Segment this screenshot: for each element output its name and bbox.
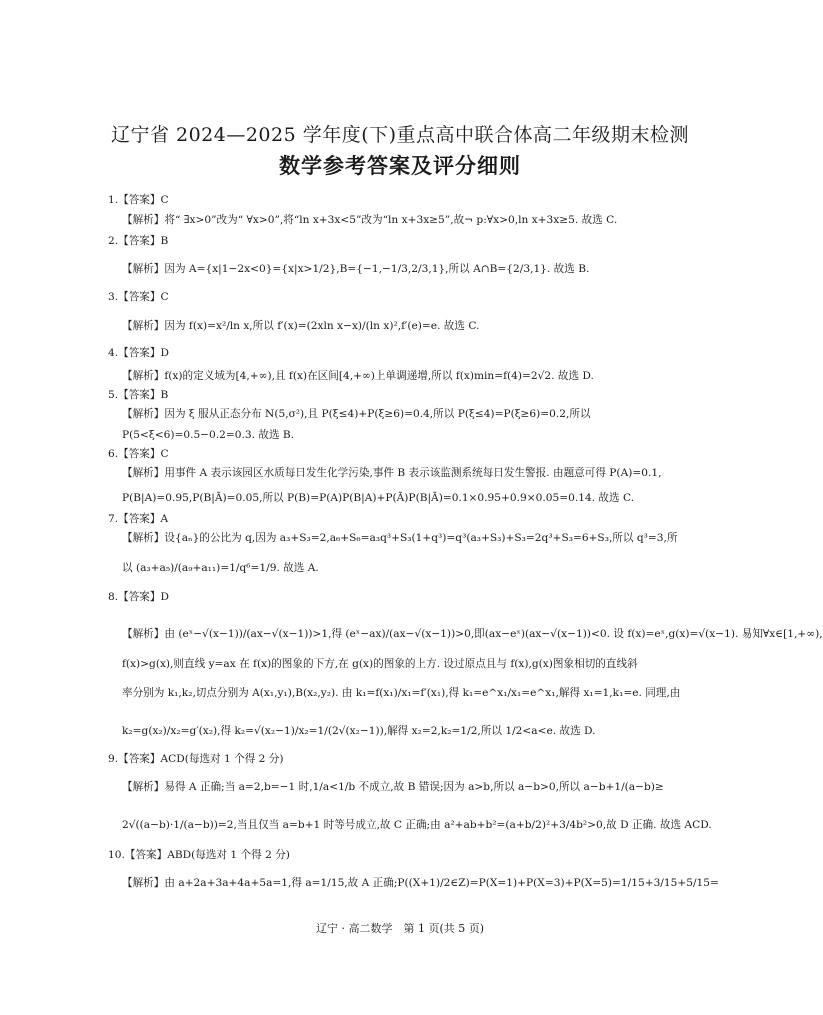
explanation-line: 【解析】由 (eˣ−√(x−1))/(ax−√(x−1))>1,得 (eˣ−ax)/(ax−√(x−1))>0,即(ax−eˣ)(ax−√(x−1))<0. 设 f(x)=eˣ,g(x)=√(x−1). 易知∀x∈[1,+∞),	[122, 628, 823, 640]
answer-line: 2.【答案】B	[108, 235, 169, 247]
answer-line: 1.【答案】C	[108, 194, 169, 206]
answer-line: 6.【答案】C	[108, 448, 169, 460]
explanation-line: 【解析】因为 ξ 服从正态分布 N(5,σ²),且 P(ξ≤4)+P(ξ≥6)=0.4,所以 P(ξ≤4)=P(ξ≥6)=0.2,所以	[122, 408, 591, 420]
explanation-line: 【解析】因为 A={x|1−2x<0}={x|x>1/2},B={−1,−1/3,2/3,1},所以 A∩B={2/3,1}. 故选 B.	[122, 263, 590, 275]
explanation-line: f(x)>g(x),则直线 y=ax 在 f(x)的图象的下方,在 g(x)的图象的上方. 设过原点且与 f(x),g(x)图象相切的直线斜	[122, 658, 638, 670]
explanation-line: 【解析】设{aₙ}的公比为 q,因为 a₃+S₃=2,a₆+S₆=a₃q³+S₃(1+q³)=q³(a₃+S₃)+S₃=2q³+S₃=6+S₃,所以 q³=3,所	[122, 532, 678, 544]
answer-line: 10.【答案】ABD(每选对 1 个得 2 分)	[108, 849, 290, 861]
explanation-line: 【解析】f(x)的定义域为[4,+∞),且 f(x)在区间[4,+∞)上单调递增,所以 f(x)min=f(4)=2√2. 故选 D.	[122, 370, 594, 382]
answer-line: 8.【答案】D	[108, 591, 169, 603]
answer-line: 3.【答案】C	[108, 291, 169, 303]
explanation-line: 【解析】易得 A 正确;当 a=2,b=−1 时,1/a<1/b 不成立,故 B 错误;因为 a>b,所以 a−b>0,所以 a−b+1/(a−b)≥	[122, 781, 664, 793]
explanation-line: 2√((a−b)·1/(a−b))=2,当且仅当 a=b+1 时等号成立,故 C 正确;由 a²+ab+b²=(a+b/2)²+3/4b²>0,故 D 正确. 故选 ACD.	[122, 819, 712, 831]
explanation-line: 【解析】将“ ∃x>0”改为“ ∀x>0”,将“ln x+3x<5”改为“ln x+3x≥5”,故¬ p:∀x>0,ln x+3x≥5. 故选 C.	[122, 214, 618, 226]
explanation-line: 【解析】用事件 A 表示该园区水质每日发生化学污染,事件 B 表示该监测系统每日发生警报. 由题意可得 P(A)=0.1,	[122, 467, 662, 479]
page-title: 辽宁省 2024—2025 学年度(下)重点高中联合体高二年级期末检测	[110, 124, 690, 146]
explanation-line: 【解析】由 a+2a+3a+4a+5a=1,得 a=1/15,故 A 正确;P((X+1)/2∈Z)=P(X=1)+P(X=3)+P(X=5)=1/15+3/15+5/15=	[122, 877, 719, 889]
explanation-line: 以 (a₃+a₅)/(a₉+a₁₁)=1/q⁶=1/9. 故选 A.	[122, 562, 319, 574]
answer-line: 4.【答案】D	[108, 347, 169, 359]
explanation-line: P(B|A)=0.95,P(B|Ā)=0.05,所以 P(B)=P(A)P(B|A)+P(Ā)P(B|Ā)=0.1×0.95+0.9×0.05=0.14. 故选 C.	[122, 492, 635, 504]
answer-line: 9.【答案】ACD(每选对 1 个得 2 分)	[108, 753, 284, 765]
page-footer: 辽宁 · 高二数学 第 1 页(共 5 页)	[315, 922, 485, 935]
explanation-line: k₂=g(x₂)/x₂=g′(x₂),得 k₂=√(x₂−1)/x₂=1/(2√(x₂−1)),解得 x₂=2,k₂=1/2,所以 1/2<a<e. 故选 D.	[122, 725, 596, 737]
explanation-line: 率分别为 k₁,k₂,切点分别为 A(x₁,y₁),B(x₂,y₂). 由 k₁=f(x₁)/x₁=f′(x₁),得 k₁=e^x₁/x₁=e^x₁,解得 x₁=1,k₁=e. 同理,由	[122, 687, 681, 699]
answer-line: 5.【答案】B	[108, 389, 169, 401]
explanation-line: P(5<ξ<6)=0.5−0.2=0.3. 故选 B.	[122, 429, 295, 441]
page-subtitle: 数学参考答案及评分细则	[279, 153, 521, 178]
answer-line: 7.【答案】A	[108, 513, 169, 525]
explanation-line: 【解析】因为 f(x)=x²/ln x,所以 f′(x)=(2xln x−x)/(ln x)²,f′(e)=e. 故选 C.	[122, 320, 480, 332]
